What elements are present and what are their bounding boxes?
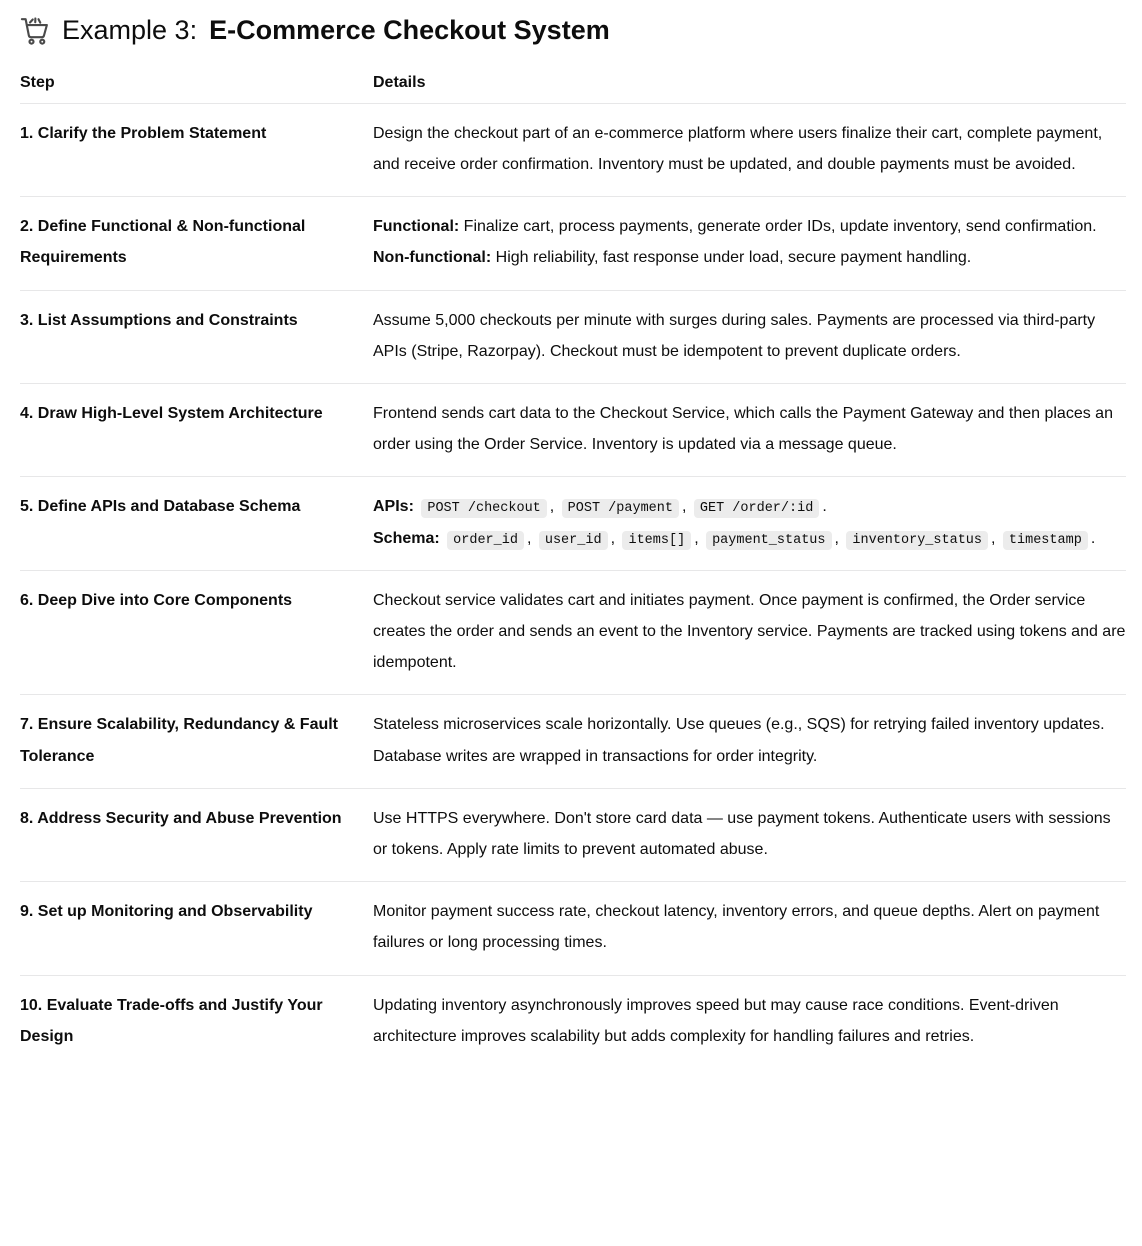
header-row — [20, 74, 1126, 104]
shopping-cart-icon — [20, 16, 50, 46]
page-title — [20, 14, 1126, 48]
table-row — [20, 197, 1126, 290]
step-cell: 9. Set up Monitoring and Observability — [20, 882, 373, 975]
step-cell: 1. Clarify the Problem Statement — [20, 103, 373, 196]
details-cell: Updating inventory asynchronously improves speed but may cause race conditions. Event-driven architecture improves scalability but adds complexity for handling failures and retries. — [373, 996, 1059, 1045]
details-cell: APIs: POST /checkout , POST /payment , GET /order/:id . Schema: order_id , user_id , items[] , payment_status , inventory_status , timestamp . — [373, 477, 1126, 571]
step-cell: 5. Define APIs and Database Schema — [20, 477, 373, 571]
step-cell: 3. List Assumptions and Constraints — [20, 290, 373, 383]
details-cell: Functional: Finalize cart, process payments, generate order IDs, update inventory, send confirmation. Non-functional: High reliability, fast response under load, secure payment handling. — [373, 197, 1126, 290]
code-span: order_id — [447, 531, 524, 550]
details-cell: Stateless microservices scale horizontally. Use queues (e.g., SQS) for retrying failed inventory updates. Database writes are wrapped in transactions for order integrity. — [373, 695, 1126, 788]
column-header-details: Details — [373, 74, 1126, 104]
table-row — [20, 695, 1126, 788]
code-span: POST /payment — [562, 499, 679, 518]
step-cell: 10. Evaluate Trade-offs and Justify Your Design — [20, 996, 323, 1045]
details-bold-label: Functional: — [373, 218, 460, 236]
table-header — [20, 74, 1126, 104]
title-bold-text: E-Commerce Checkout System — [209, 15, 610, 45]
code-span: payment_status — [706, 531, 831, 550]
title-prefix: Example 3: — [62, 15, 198, 45]
table-row — [20, 477, 1126, 571]
details-cell: Assume 5,000 checkouts per minute with surges during sales. Payments are processed via third-party APIs (Stripe, Razorpay). Checkout must be idempotent to prevent duplicate orders. — [373, 290, 1126, 383]
step-cell: 2. Define Functional & Non-functional Requirements — [20, 197, 373, 290]
step-cell: 7. Ensure Scalability, Redundancy & Fault Tolerance — [20, 695, 373, 788]
table-row — [20, 975, 1126, 1068]
details-cell: Use HTTPS everywhere. Don't store card data — use payment tokens. Authenticate users with sessions or tokens. Apply rate limits to prevent automated abuse. — [373, 788, 1126, 881]
details-bold-label: Non-functional: — [373, 249, 492, 267]
code-span: GET /order/:id — [694, 499, 819, 518]
details-cell: Checkout service validates cart and initiates payment. Once payment is confirmed, the Order service creates the order and sends an event to the Inventory service. Payments are tracked using tokens and are idempotent. — [373, 570, 1126, 695]
table-row — [20, 788, 1126, 881]
table-row — [20, 383, 1126, 476]
code-span: inventory_status — [846, 531, 988, 550]
table-row — [20, 882, 1126, 975]
details-cell: Frontend sends cart data to the Checkout Service, which calls the Payment Gateway and then places an order using the Order Service. Inventory is updated via a message queue. — [373, 383, 1126, 476]
code-span: user_id — [539, 531, 608, 550]
column-header-step: Step — [20, 74, 373, 104]
table-row — [20, 103, 1126, 196]
details-cell: Monitor payment success rate, checkout latency, inventory errors, and queue depths. Alert on payment failures or long processing times. — [373, 882, 1126, 975]
code-span: items[] — [622, 531, 691, 550]
table-row — [20, 290, 1126, 383]
code-span: POST /checkout — [421, 499, 546, 518]
code-span: timestamp — [1003, 531, 1088, 550]
step-cell: 6. Deep Dive into Core Components — [20, 570, 373, 695]
table-body — [20, 103, 1126, 1068]
details-cell: Design the checkout part of an e-commerce platform where users finalize their cart, complete payment, and receive order confirmation. Inventory must be updated, and double payments must be avoided. — [373, 103, 1126, 196]
table-row — [20, 570, 1126, 695]
step-cell: 8. Address Security and Abuse Prevention — [20, 788, 373, 881]
details-bold-label: Schema: — [373, 529, 440, 547]
step-cell: 4. Draw High-Level System Architecture — [20, 383, 373, 476]
details-bold-label: APIs: — [373, 498, 414, 516]
steps-table — [20, 74, 1126, 1068]
